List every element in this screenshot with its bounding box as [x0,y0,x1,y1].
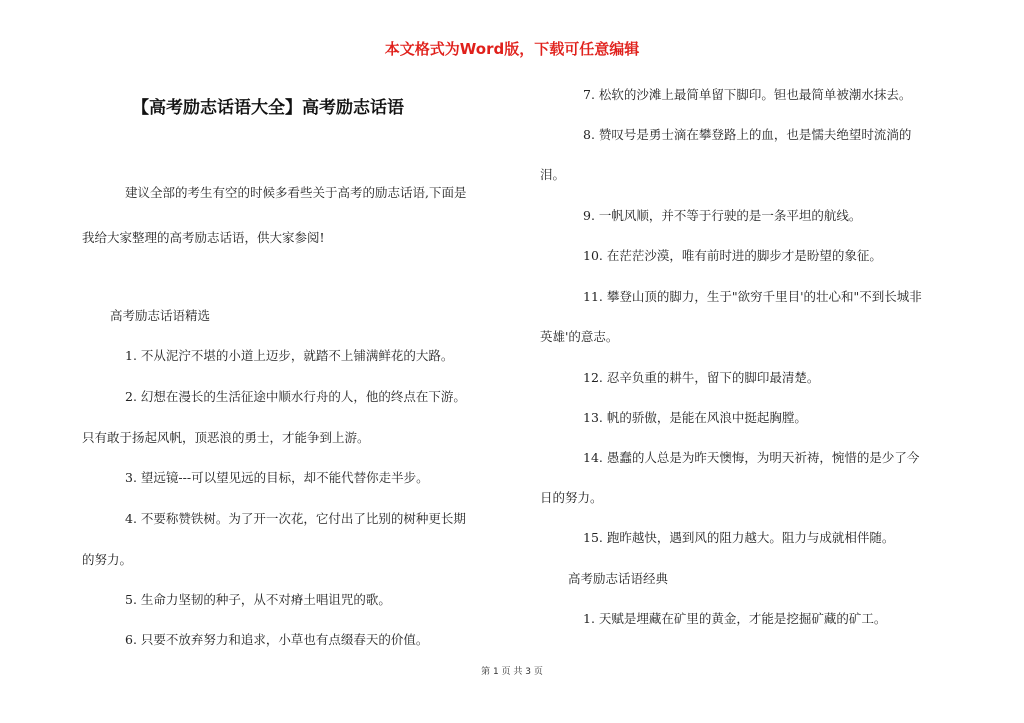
list-item: 1. 不从泥泞不堪的小道上迈步，就踏不上铺满鲜花的大路。 [125,348,454,363]
list-item: 4. 不要称赞铁树。为了开一次花，它付出了比别的树种更长期 [125,511,466,526]
list-item: 11. 攀登山顶的脚力，生于"欲穷千里目'的壮心和"不到长城非 [583,289,922,304]
list-item: 3. 望远镜---可以望见远的目标，却不能代替你走半步。 [125,470,429,485]
list-item-continuation: 只有敢于扬起风帆，顶恶浪的勇士，才能争到上游。 [82,430,370,445]
list-item-continuation: 的努力。 [82,552,133,567]
list-item: 9. 一帆风顺，并不等于行驶的是一条平坦的航线。 [583,208,862,223]
word-format-banner: 本文格式为Word版，下载可任意编辑 [384,40,640,58]
list-item: 7. 松软的沙滩上最简单留下脚印。钽也最简单被潮水抹去。 [583,87,912,102]
list-item-continuation: 泪。 [540,167,566,182]
intro-line-1: 建议全部的考生有空的时候多看些关于高考的励志话语,下面是 [125,185,467,200]
list-item: 1. 天赋是埋藏在矿里的黄金，才能是挖掘矿藏的矿工。 [583,611,887,626]
page-number: 第 1 页 共 3 页 [481,667,543,677]
page-title: 【高考励志话语大全】高考励志话语 [132,98,404,118]
list-item: 15. 跑昨越快，遇到风的阻力越大。阻力与成就相伴随。 [583,530,895,545]
intro-line-2: 我给大家整理的高考励志话语，供大家参阅! [82,230,325,245]
list-item: 6. 只要不放弃努力和追求，小草也有点缀春天的价值。 [125,632,429,647]
list-item-continuation: 日的努力。 [540,490,603,505]
list-item: 13. 帆的骄傲，是能在风浪中挺起胸膛。 [583,410,807,425]
list-item: 5. 生命力坚韧的种子，从不对瘠土唱诅咒的歌。 [125,592,391,607]
list-item: 8. 赞叹号是勇士滴在攀登路上的血，也是懦夫绝望时流淌的 [583,127,912,142]
section-heading-featured: 高考励志话语精选 [110,308,211,323]
list-item: 12. 忍辛负重的耕牛，留下的脚印最清楚。 [583,370,820,385]
list-item: 2. 幻想在漫长的生活征途中顺水行舟的人，他的终点在下游。 [125,389,466,404]
list-item: 14. 愚蠢的人总是为昨天懊悔，为明天祈祷，惋惜的是少了今 [583,450,920,465]
list-item-continuation: 英雄'的意志。 [540,329,619,344]
section-heading-classic: 高考励志话语经典 [568,571,669,586]
list-item: 10. 在茫茫沙漠，唯有前时进的脚步才是盼望的象征。 [583,248,882,263]
